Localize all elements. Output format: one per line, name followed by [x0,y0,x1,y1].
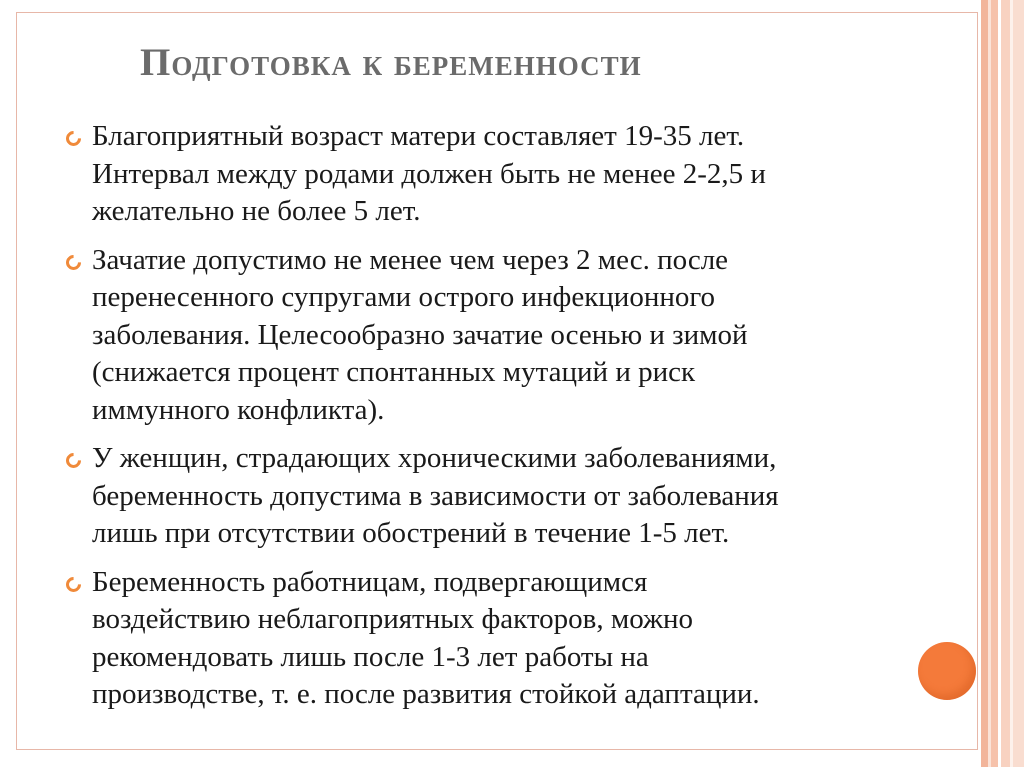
bullet-text: Беременность работницам, подвергающимся воздействию неблагоприятных факторов, можно рекомендовать лишь после 1-3 лет работы на производстве, т. е. после развития стойкой адаптации. [92,565,760,710]
ring-bullet-icon [63,573,84,594]
orange-circle-icon [918,642,976,700]
bullet-item [60,440,940,553]
ring-bullet-icon [63,128,84,149]
bullet-item [60,118,940,231]
bullet-text: Благоприятный возраст матери составляет 19-35 лет. Интервал между родами должен быть не менее 2-2,5 и желательно не более 5 лет. [92,120,766,227]
ring-bullet-icon [63,251,84,272]
bullet-item [60,242,940,430]
bullet-text: Зачатие допустимо не менее чем через 2 мес. после перенесенного супругами острого инфекционного заболевания. Целесообразно зачатие осенью и зимой (снижается процент спонтанных мутаций и риск иммунного конфликта). [92,243,748,426]
bullet-item [60,564,940,714]
ring-bullet-icon [63,450,84,471]
bullet-text: У женщин, страдающих хроническими заболеваниями, беременность допустима в зависимости от заболевания лишь при отсутствии обострений в течение 1-5 лет. [92,442,779,549]
slide-title: Подготовка к беременности [140,41,642,84]
decorative-stripe [991,0,998,767]
decorative-stripe [1013,0,1024,767]
decorative-stripe [981,0,988,767]
bullet-list [60,118,940,725]
decorative-stripe [1001,0,1010,767]
